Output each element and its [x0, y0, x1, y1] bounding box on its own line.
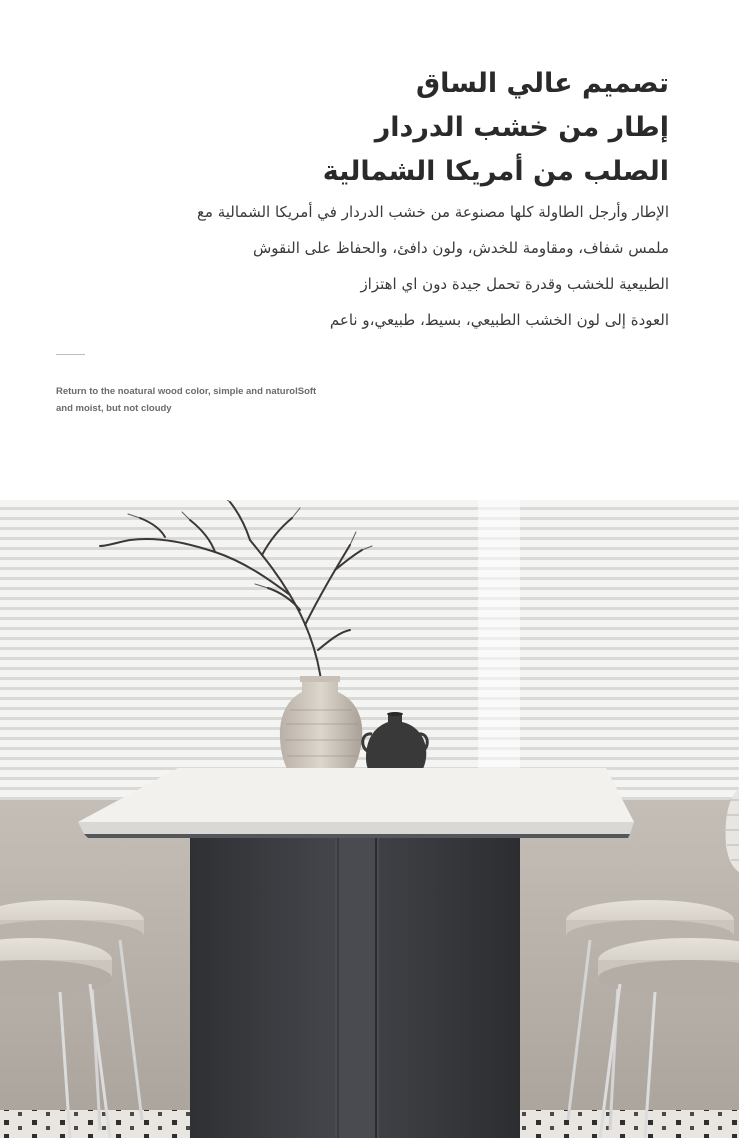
description-line: العودة إلى لون الخشب الطبيعي، بسيط، طبيعي،و ناعم	[329, 311, 669, 329]
feature-description	[109, 194, 669, 338]
description-line: ملمس شفاف، ومقاومة للخدش، ولون دافئ، والحفاظ على النقوش	[252, 239, 669, 257]
english-caption	[56, 383, 346, 417]
description-line: الطبيعية للخشب وقدرة تحمل جيدة دون اي اهتزاز	[360, 275, 669, 293]
headline-line: الصلب من أمريكا الشمالية	[322, 156, 669, 187]
caption-line: and moist, but not cloudy	[56, 403, 172, 414]
feature-text-section	[0, 0, 739, 500]
section-divider	[56, 354, 85, 355]
window-light	[478, 500, 520, 800]
product-photo	[0, 500, 739, 1138]
tabletop	[78, 768, 634, 838]
feature-headline	[109, 62, 669, 194]
headline-line: إطار من خشب الدردار	[374, 112, 669, 143]
caption-line: Return to the noatural wood color, simple and naturolSoft	[56, 386, 317, 397]
headline-line: تصميم عالي الساق	[415, 68, 669, 99]
dining-table-scene	[0, 500, 739, 1138]
description-line: الإطار وأرجل الطاولة كلها مصنوعة من خشب الدردار في أمريكا الشمالية مع	[196, 203, 669, 221]
table-base	[190, 838, 520, 1138]
